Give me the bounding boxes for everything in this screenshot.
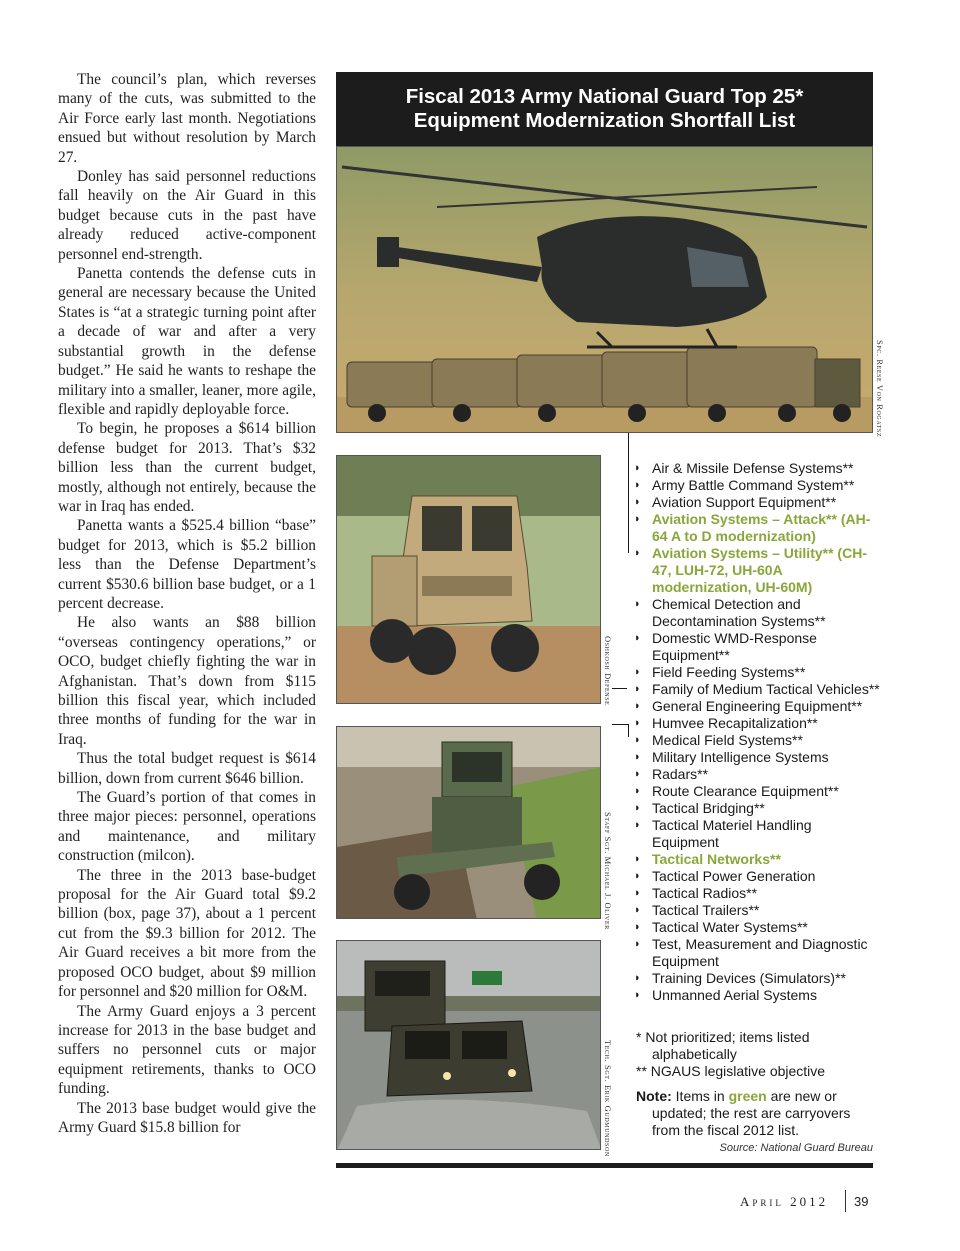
list-item: ◗ Tactical Water Systems** <box>634 919 808 935</box>
list-item: ◗ Air & Missile Defense Systems** <box>634 460 854 476</box>
bullet-icon: ◗ <box>634 717 641 729</box>
note-label: Note: <box>636 1088 672 1104</box>
list-item: ◗ Radars** <box>634 766 709 782</box>
article-paragraph: The Guard’s portion of that comes in three major pieces: personnel, operations and maintenance, and military construction (milcon). <box>58 789 316 865</box>
list-item: ◗ Tactical Networks** <box>634 851 781 867</box>
article-paragraph: Panetta contends the defense cuts in general are necessary because the United States is “at a strategic turning point after a decade of war and after a very substantial growth in the defense budget.” He said he wants to reshape the military into a smaller, leaner, more agile, flexible and rapidly deployable force. <box>58 265 316 418</box>
article-paragraph: The Army Guard enjoys a 3 percent increase for 2013 in the base budget and suffers no personnel cuts or major equipment retirements, thanks to OCO funding. <box>58 1002 316 1098</box>
bullet-icon: ◗ <box>634 887 641 899</box>
box-title-line-1: Fiscal 2013 Army National Guard Top 25* <box>405 85 804 108</box>
list-item: ◗ Aviation Systems – Utility** (CH-47, LUH-72, UH-60A modernization, UH-60M) <box>634 545 867 595</box>
truck-photo <box>336 455 601 704</box>
list-item: ◗ Medical Field Systems** <box>634 732 803 748</box>
article-paragraph: To begin, he proposes a $614 billion defense budget for 2013. That’s $32 billion less than the current budget, mostly, although not entirely, because the war in Iraq has ended. <box>58 420 316 515</box>
article-paragraph: Panetta wants a $525.4 billion “base” budget for 2013, which is $5.2 billion less than the Defense Department’s current $530.6 billion base budget, or a 1 percent decrease. <box>58 517 316 612</box>
list-item: ◗ Field Feeding Systems** <box>634 664 806 680</box>
photo-credit-1: Spc. Reese Von Rogatsz <box>875 340 885 438</box>
footer-divider <box>845 1190 846 1212</box>
humvee-photo <box>336 940 601 1150</box>
bullet-icon: ◗ <box>634 700 641 712</box>
article-paragraph: Donley has said personnel reductions fall heavily on the Air Guard in this budget because cuts in the past have already reduced active-component personnel end-strength. <box>58 168 316 263</box>
shortfall-list <box>632 460 882 1004</box>
humvee-illustration <box>337 941 601 1150</box>
note-pre: Items in <box>671 1088 729 1104</box>
list-item: ◗ Tactical Power Generation <box>634 868 816 884</box>
note <box>636 1088 876 1139</box>
photo-credit-3: Staff Sgt. Michael J. Oliver <box>603 812 613 930</box>
source-credit: Source: National Guard Bureau <box>719 1142 873 1154</box>
list-item: ◗ Tactical Materiel Handling Equipment <box>634 817 812 850</box>
bullet-icon: ◗ <box>634 496 641 508</box>
page-number: 39 <box>854 1194 869 1209</box>
bullet-icon: ◗ <box>634 853 641 865</box>
truck-illustration <box>337 456 601 704</box>
bullet-icon: ◗ <box>634 904 641 916</box>
bullet-icon: ◗ <box>634 598 641 610</box>
bullet-icon: ◗ <box>634 938 641 950</box>
article-paragraph: Thus the total budget request is $614 billion, down from current $646 billion. <box>58 750 316 787</box>
bullet-icon: ◗ <box>634 632 641 644</box>
note-post: are new or updated; the rest are carryovers from the fiscal 2012 list. <box>652 1088 851 1138</box>
footer-month: April 2012 <box>740 1194 829 1209</box>
bullet-icon: ◗ <box>634 989 641 1001</box>
list-item: ◗ General Engineering Equipment** <box>634 698 863 714</box>
bullet-icon: ◗ <box>634 921 641 933</box>
footnote-not-prioritized: * Not prioritized; items listed alphabetically <box>636 1029 810 1062</box>
photo-credit-4: Tech. Sgt. Erik Gudmundson <box>603 1040 613 1157</box>
list-item: ◗ Training Devices (Simulators)** <box>634 970 846 986</box>
list-item: ◗ Aviation Systems – Attack** (AH-64 A to D modernization) <box>634 511 871 544</box>
list-item: ◗ Army Battle Command System** <box>634 477 855 493</box>
box-title-line-2: Equipment Modernization Shortfall List <box>413 109 796 132</box>
list-item: ◗ Family of Medium Tactical Vehicles** <box>634 681 880 697</box>
bullet-icon: ◗ <box>634 802 641 814</box>
bullet-icon: ◗ <box>634 972 641 984</box>
list-item: ◗ Domestic WMD-Response Equipment** <box>634 630 817 663</box>
bullet-icon: ◗ <box>634 785 641 797</box>
bullet-icon: ◗ <box>634 768 641 780</box>
list-item: ◗ Tactical Bridging** <box>634 800 765 816</box>
connector-line <box>612 688 627 689</box>
list-item: ◗ Tactical Trailers** <box>634 902 760 918</box>
bullet-icon: ◗ <box>634 479 641 491</box>
footnotes <box>636 1029 876 1080</box>
article-paragraph: The 2013 base budget would give the Army Guard $15.8 billion for <box>58 1099 316 1136</box>
article-paragraph: He also wants an $88 billion “overseas contingency operations,” or OCO, budget chiefly fighting the war in Afghanistan. That’s down from $115 billion this fiscal year, which included three months of funding for the war in Iraq. <box>58 614 316 748</box>
list-item: ◗ Unmanned Aerial Systems <box>634 987 817 1003</box>
bullet-icon: ◗ <box>634 870 641 882</box>
grader-illustration <box>337 727 601 919</box>
connector-line <box>628 433 629 553</box>
list-item: ◗ Humvee Recapitalization** <box>634 715 818 731</box>
list-item: ◗ Military Intelligence Systems <box>634 749 829 765</box>
box-bottom-rule <box>336 1163 873 1168</box>
bullet-icon: ◗ <box>634 547 641 559</box>
article-paragraph: The council’s plan, which reverses many of the cuts, was submitted to the Air Force early last month. Negotiations ensued but without resolution by March 27. <box>58 71 316 166</box>
bullet-icon: ◗ <box>634 666 641 678</box>
bullet-icon: ◗ <box>634 462 641 474</box>
grader-photo <box>336 726 601 919</box>
connector-line <box>612 724 629 737</box>
list-item: ◗ Chemical Detection and Decontamination Systems** <box>634 596 826 629</box>
article-text <box>58 70 316 1137</box>
box-title <box>336 72 873 146</box>
note-green-word: green <box>728 1088 767 1104</box>
footnote-ngaus: ** NGAUS legislative objective <box>636 1063 826 1079</box>
article-paragraph: The three in the 2013 base-budget proposal for the Air Guard total $9.2 billion (box, page 37), about a 1 percent cut from the $9.3 billion for 2012. The Air Guard receives a bit more from the proposed OCO budget, about $9 million for personnel and $20 million for O&M. <box>58 866 316 1001</box>
bullet-icon: ◗ <box>634 683 641 695</box>
list-item: ◗ Aviation Support Equipment** <box>634 494 837 510</box>
helicopter-photo <box>336 146 873 433</box>
photo-credit-2: Oshkosh Defense <box>603 636 613 706</box>
bullet-icon: ◗ <box>634 513 641 525</box>
bullet-icon: ◗ <box>634 734 641 746</box>
list-item: ◗ Tactical Radios** <box>634 885 758 901</box>
list-item: ◗ Test, Measurement and Diagnostic Equipment <box>634 936 868 969</box>
bullet-icon: ◗ <box>634 819 641 831</box>
list-item: ◗ Route Clearance Equipment** <box>634 783 839 799</box>
helicopter-illustration <box>337 147 873 433</box>
bullet-icon: ◗ <box>634 751 641 763</box>
